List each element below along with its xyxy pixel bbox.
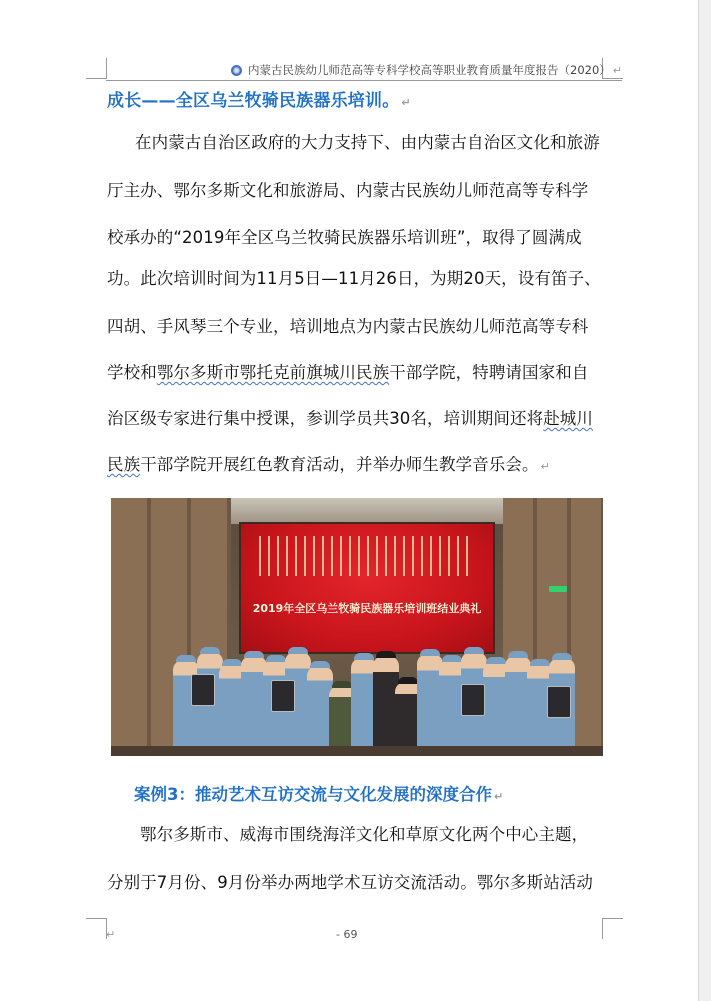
crop-mark-bottom-right [602, 918, 623, 939]
mongolian-script-graphic [259, 536, 475, 576]
photo-red-screen [239, 522, 495, 654]
school-logo-icon [231, 65, 242, 76]
spellcheck-underlined-text: 民族 [107, 455, 141, 474]
header-title: 内蒙古民族幼儿师范高等专科学校高等职业教育质量年度报告（2020） [248, 63, 611, 77]
case-3-heading [134, 781, 503, 805]
paragraph-mark-icon: ↵ [401, 96, 411, 109]
text-segment: 干部学院开展红色教育活动，并举办师生教学音乐会。 [140, 455, 539, 474]
photo-banner-text: 2019年全区乌兰牧骑民族器乐培训班结业典礼 [252, 602, 482, 615]
crop-mark-bottom-left [86, 918, 107, 939]
text-line: 鄂尔多斯市、威海市围绕海洋文化和草原文化两个中心主题， [140, 825, 589, 844]
text-line [107, 362, 607, 384]
photo-floor [111, 746, 603, 756]
accordion-instrument [191, 674, 215, 706]
text-line [107, 454, 607, 478]
text-segment: 干部学院，特聘请国家和自 [389, 363, 589, 382]
photo-people-group [111, 640, 603, 756]
paragraph-mark-icon: ↵ [540, 460, 550, 473]
page-header [106, 60, 622, 81]
spellcheck-underlined-text: 赴城川 [543, 409, 594, 428]
text-line: 分别于7月份、9月份举办两地学术互访交流活动。鄂尔多斯站活动 [107, 873, 593, 892]
graduation-ceremony-photo [111, 498, 603, 756]
spellcheck-underlined-text: 鄂尔多斯市鄂托克前旗城川民族 [156, 363, 390, 382]
exit-sign-icon [549, 586, 567, 592]
paragraph-mark-icon: ↵ [493, 790, 504, 803]
text-line: 四胡、手风琴三个专业，培训地点为内蒙古民族幼儿师范高等专科 [107, 317, 589, 336]
case-3-heading-text: 案例3：推动艺术互访交流与文化发展的深度合作 [134, 785, 492, 804]
page-number: - 69 [336, 928, 358, 941]
text-line: 在内蒙古自治区政府的大力支持下、由内蒙古自治区文化和旅游 [135, 133, 600, 152]
crop-mark-top-left [86, 58, 107, 79]
text-line [107, 408, 607, 430]
text-line: 功。此次培训时间为11月5日—11月26日，为期20天，设有笛子、 [107, 269, 601, 288]
accordion-instrument [461, 684, 485, 716]
text-line: 厅主办、鄂尔多斯文化和旅游局、内蒙古民族幼儿师范高等专科学 [107, 181, 589, 200]
section-heading [107, 86, 607, 111]
section-heading-text: 成长——全区乌兰牧骑民族器乐培训。 [107, 91, 400, 111]
accordion-instrument [547, 686, 571, 718]
text-segment: 学校和 [107, 363, 157, 382]
vertical-scrollbar[interactable] [698, 0, 711, 1001]
paragraph-mark-icon: ↵ [106, 928, 116, 941]
paragraph-mark-icon: ↵ [612, 63, 622, 77]
accordion-instrument [271, 680, 295, 712]
text-line: 校承办的“2019年全区乌兰牧骑民族器乐培训班”，取得了圆满成 [107, 228, 582, 247]
text-segment: 治区级专家进行集中授课，参训学员共30名，培训期间还将 [107, 409, 544, 428]
